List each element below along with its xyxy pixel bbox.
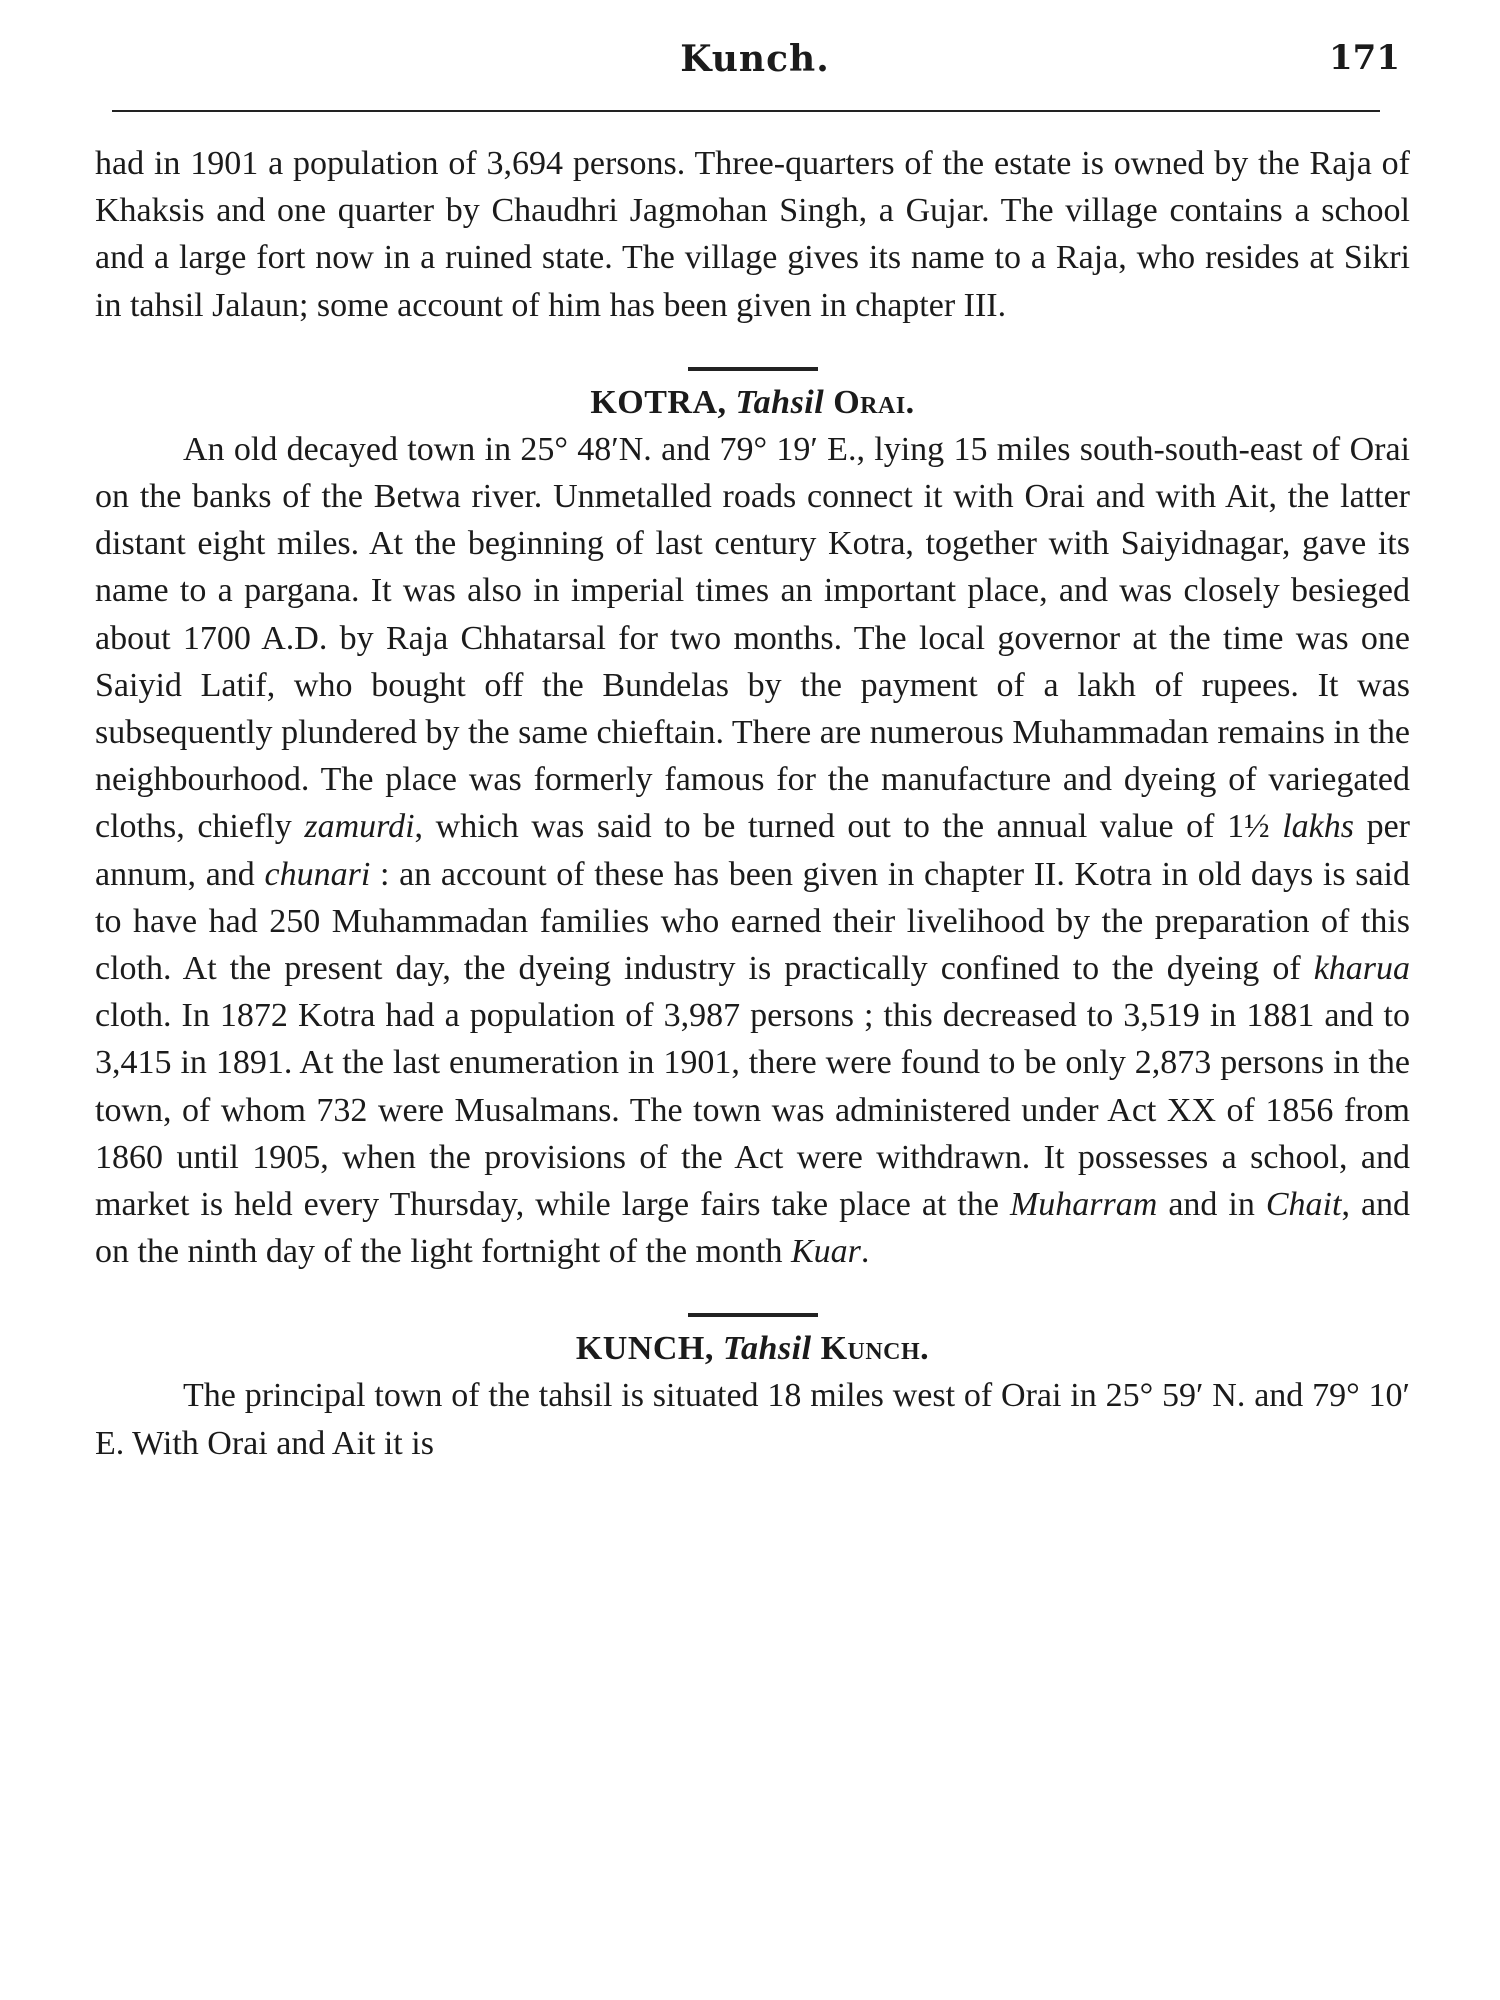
section-divider: [688, 1313, 818, 1317]
term-kuar: Kuar: [790, 1233, 861, 1271]
section-divider: [688, 367, 818, 371]
page-number: 171: [1329, 38, 1400, 78]
heading-name: KOTRA,: [590, 383, 727, 421]
entry-heading-kunch: [95, 1325, 1410, 1372]
text-run: per annum, and: [95, 808, 1411, 893]
term-muharram: Muharram: [1009, 1186, 1158, 1224]
text-run: cloth. In 1872 Kotra had a population of 3,987 persons ; this decreased to 3,519 in 1881 and to 3,415 in 1891. At the last enumeration in 1901, there were found to be only 2,873 persons in the town, of whom 732 were Musalmans. The town was administered under Act XX of 1856 from 1860 until 1905, when the provisions of the Act were withdrawn. It possesses a school, and market is held every Thursday, while large fairs take place at the: [95, 997, 1410, 1224]
text-run: An old decayed town in 25° 48′N. and 79° 19′ E., lying 15 miles south-south-east of Orai on the banks of the Betwa river. Unmetalled roads connect it with Orai and with Ait, the latter distant eight miles. At the beginning of last century Kotra, together with Saiyidnagar, gave its name to a pargana. It was also in imperial times an important place, and was closely besieged about 1700 A.D. by Raja Chhatarsal for two months. The local governor at the time was one Saiyid Latif, who bought off the Bundelas by the payment of a lakh of rupees. It was subsequently plundered by the same chieftain. There are numerous Muhammadan remains in the neighbourhood. The place was formerly famous for the manufacture and dyeing of variegated cloths, chiefly: [95, 430, 1410, 846]
heading-tahsil: Tahsil: [735, 383, 825, 421]
text-run: : an account of these has been given in chapter II. Kotra in old days is said to have had 250 Muhammadan families who earned their livelihood by the preparation of this cloth. At the present day, the dyeing industry is practically confined to the dyeing of: [95, 855, 1410, 988]
kunch-paragraph: The principal town of the tahsil is situated 18 miles west of Orai in 25° 59′ N. and 79° 10′ E. With Orai and Ait it is: [95, 1377, 1410, 1462]
kotra-paragraph: [95, 426, 1410, 1276]
heading-name: KUNCH,: [575, 1330, 714, 1368]
term-chait: Chait: [1265, 1186, 1342, 1224]
term-zamurdi: zamurdi: [304, 808, 415, 846]
heading-place: Orai.: [833, 383, 915, 421]
heading-tahsil: Tahsil: [722, 1330, 812, 1368]
text-run: and in: [1168, 1186, 1255, 1224]
heading-place: Kunch.: [820, 1330, 930, 1368]
text-run: .: [860, 1233, 870, 1271]
header-rule: [112, 110, 1380, 112]
term-chunari: chunari: [264, 855, 371, 893]
term-lakhs: lakhs: [1282, 808, 1354, 846]
running-title: Kunch.: [680, 38, 830, 80]
entry-heading-kotra: [95, 379, 1410, 426]
term-kharua: kharua: [1313, 950, 1411, 988]
continuation-paragraph: had in 1901 a population of 3,694 persons. Three-quarters of the estate is owned by the Raja of Khaksis and one quarter by Chaudhri Jagmohan Singh, a Gujar. The village contains a school and a large fort now in a ruined state. The village gives its name to a Raja, who resides at Sikri in tahsil Jalaun; some account of him has been given in chapter III.: [95, 145, 1410, 324]
page-header: [110, 30, 1400, 90]
text-run: , and on the ninth day of the light fortnight of the month: [95, 1186, 1411, 1271]
body-text: [95, 140, 1410, 1467]
text-run: , which was said to be turned out to the annual value of 1½: [414, 808, 1270, 846]
